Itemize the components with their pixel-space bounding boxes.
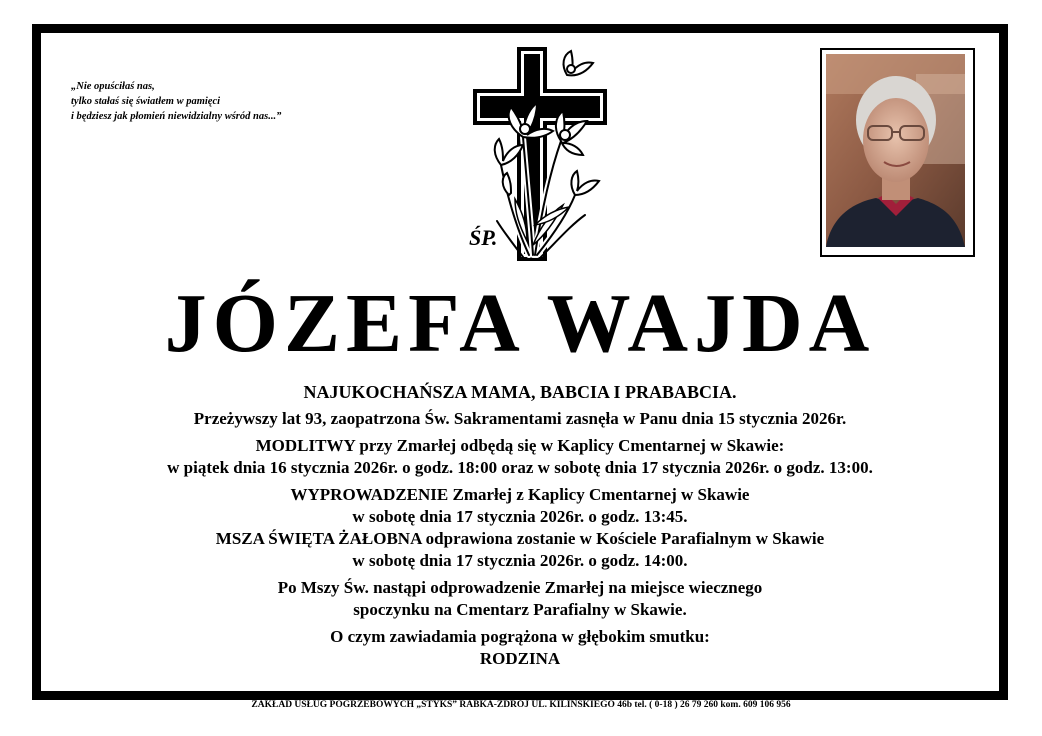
mass-section	[41, 528, 999, 572]
quote-line: tylko stałaś się światłem w pamięci	[71, 96, 221, 107]
procession-line: WYPROWADZENIE Zmarłej z Kaplicy Cmentarnej w Skawie	[290, 485, 750, 504]
obituary-body	[41, 381, 999, 670]
subtitle: NAJUKOCHAŃSZA MAMA, BABCIA I PRABABCIA.	[303, 382, 737, 402]
burial-line: Po Mszy Św. nastąpi odprowadzenie Zmarłej na miejsce wiecznego	[277, 578, 763, 597]
mass-line: w sobotę dnia 17 stycznia 2026r. o godz. 14:00.	[352, 551, 688, 570]
burial-section	[41, 577, 999, 621]
portrait-photo	[820, 48, 975, 257]
portrait-image	[826, 54, 965, 247]
quote-line: i będziesz jak płomień niewidzialny wśród nas...”	[71, 111, 282, 122]
procession-line: w sobotę dnia 17 stycznia 2026r. o godz. 13:45.	[352, 507, 688, 526]
obituary-card	[32, 24, 1008, 700]
funeral-home-footer: ZAKŁAD USŁUG POGRZEBOWYCH „STYKS” RABKA-ZDRÓJ UL. KILIŃSKIEGO 46b tel. ( 0-18 ) 26 79 260 kom. 609 106 956	[251, 700, 791, 710]
deceased-name: JÓZEFA WAJDA	[164, 277, 876, 370]
procession-section	[41, 484, 999, 528]
sp-abbreviation: ŚP.	[469, 225, 498, 250]
prayers-line: w piątek dnia 16 stycznia 2026r. o godz. 18:00 oraz w sobotę dnia 17 stycznia 2026r. o godz. 13:00.	[167, 458, 873, 477]
prayers-line: MODLITWY przy Zmarłej odbędą się w Kaplicy Cmentarnej w Skawie:	[255, 436, 785, 455]
family-signature: RODZINA	[479, 649, 561, 668]
mass-line: MSZA ŚWIĘTA ŻAŁOBNA odprawiona zostanie w Kościele Parafialnym w Skawie	[215, 529, 825, 548]
memorial-quote	[71, 79, 281, 124]
closing-line: O czym zawiadamia pogrążona w głębokim smutku:	[330, 627, 710, 646]
burial-line: spoczynku na Cmentarz Parafialny w Skawie.	[353, 600, 687, 619]
prayers-section	[41, 435, 999, 479]
quote-line: „Nie opuściłaś nas,	[71, 81, 155, 92]
closing-section	[41, 626, 999, 670]
death-info: Przeżywszy lat 93, zaopatrzona Św. Sakramentami zasnęła w Panu dnia 15 stycznia 2026r.	[193, 409, 847, 428]
